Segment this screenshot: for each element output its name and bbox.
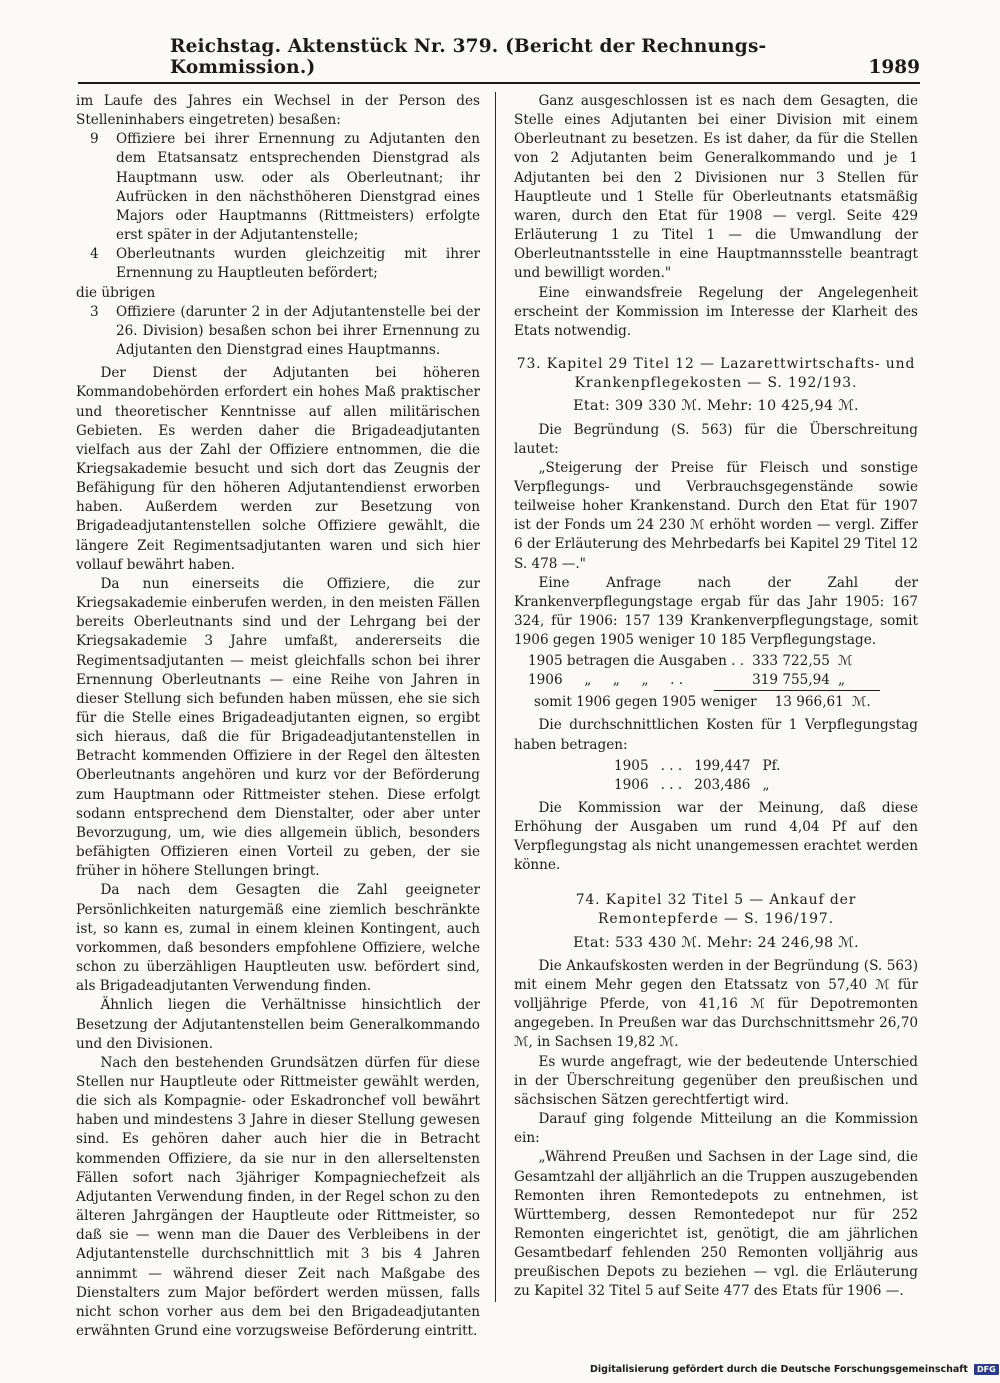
cost-dots: . . . — [660, 776, 683, 793]
table-row — [524, 693, 875, 712]
list-text: Oberleutnants wurden gleichzeitig mit ihrer Ernennung zu Hauptleuten befördert; — [116, 246, 480, 282]
list-text: Offiziere bei ihrer Ernennung zu Adjutanten den dem Etatsansatz entsprechenden Dienstgrad als Hauptmann usw. oder als Oberleutnant; ihr Aufrücken in den nächsthöheren Dienstgrad eines Majors oder Hauptmanns (Rittmeisters) erfolgte erst später in der Adjutantenstelle; — [116, 131, 480, 244]
page-header — [78, 36, 920, 84]
row-label: 1905 betragen die Ausgaben . . — [528, 653, 745, 670]
paragraph: Die Begründung (S. 563) für die Überschreitung lautet: — [514, 421, 918, 457]
list-number: 4 — [90, 246, 99, 263]
sum-amount: 13 966,61 — [774, 694, 844, 711]
list-number: 3 — [90, 303, 99, 320]
cost-year: 1906 — [614, 776, 649, 793]
digitization-footer — [590, 1364, 999, 1375]
list-number: 9 — [90, 131, 99, 148]
cost-value: 203,486 — [694, 776, 751, 793]
paragraph: Die Ankaufskosten werden in der Begründung (S. 563) mit einem Mehr gegen den Etatssatz von 57,40 ℳ für volljährige Pferde, von 41,16 ℳ für Depotremonten angegeben. In Preußen war das Durchschnittsmehr 26,70 ℳ, in Sachsen 19,82 ℳ. — [514, 957, 918, 1051]
paragraph: Ganz ausgeschlossen ist es nach dem Gesagten, die Stelle eines Adjutanten bei einer Division mit einem Oberleutnant zu besetzen. Es ist daher, da für die Stellen von 2 Adjutanten beim Generalkommando und je 1 Adjutanten bei den 2 Divisionen nur 3 Stellen für Hauptleute und 1 Stelle für Oberleutnants etatsmäßig waren, durch den Etat für 1908 — vergl. Seite 429 Erläuterung 1 zu Titel 1 — die Umwandlung der Oberleutnantsstelle in eine Hauptmannsstelle beantragt und bewilligt worden." — [514, 93, 918, 282]
row-unit: ℳ — [837, 653, 853, 670]
dfg-logo: DFG — [974, 1364, 999, 1375]
right-column — [514, 92, 918, 1302]
sum-unit: ℳ. — [851, 694, 871, 711]
row-label: 1906 „ „ „ . . — [528, 672, 684, 689]
sum-rule — [714, 690, 880, 691]
paragraph: Da nun einerseits die Offiziere, die zur Kriegsakademie einberufen werden, in den meisten Fällen bereits Oberleutnants sind und der Lehrgang bei der Kriegsakademie 3 Jahre umfaßt, andererseits die Regimentsadjutanten — meist gleichfalls schon bei ihrer Ernennung Oberleutnants — eine Reihe von Jahren in dieser Stellung sich befunden haben müssen, ehe sie sich für die Stelle eines Brigadeadjutanten eignen, so ergibt sich hieraus, daß die für Brigadeadjutantenstellen in Betracht kommenden Offiziere in der Regel den ältesten Oberleutnants angehören und kurz vor der Beförderung zum Hauptmann oder Rittmeister stehen. Diese erfolgt sodann entsprechend dem Dienstalter, oder aber unter Bevorzugung, um, wie dies allgemein üblich, besonders befähigten Offizieren einen Vorteil zu geben, der sie früher in höhere Stellungen bringt. — [76, 575, 480, 880]
paragraph: Darauf ging folgende Mitteilung an die Kommission ein: — [514, 1111, 918, 1147]
section-heading-73: 73. Kapitel 29 Titel 12 — Lazarettwirtschafts- und Krankenpflegekosten — S. 192/193. — [516, 356, 916, 392]
die-uebrigen-label: die übrigen — [76, 284, 156, 301]
section-heading-74: 74. Kapitel 32 Titel 5 — Ankauf der Remontepferde — S. 196/197. — [575, 892, 857, 928]
running-title: Reichstag. Aktenstück Nr. 379. (Bericht der Rechnungs-Kommission.) — [170, 36, 767, 78]
paragraph: Die durchschnittlichen Kosten für 1 Verpflegungstag haben betragen: — [514, 717, 918, 753]
row-unit: „ — [837, 672, 845, 689]
column-divider — [495, 92, 496, 1302]
sum-label: somit 1906 gegen 1905 weniger — [534, 694, 757, 711]
paragraph: Ähnlich liegen die Verhältnisse hinsichtlich der Besetzung der Adjutantenstellen beim Generalkommando und den Divisionen. — [76, 997, 480, 1052]
etat-line-73: Etat: 309 330 ℳ. Mehr: 10 425,94 ℳ. — [573, 398, 859, 415]
cost-table — [608, 757, 786, 795]
row-amount: 319 755,94 — [752, 672, 830, 689]
list-item — [76, 130, 480, 245]
list-item — [76, 245, 480, 283]
table-row — [524, 652, 857, 671]
list-text: Offiziere (darunter 2 in der Adjutantenstelle bei der 26. Division) besaßen schon bei ihrer Ernennung zu Adjutanten den Dienstgrad eines Hauptmanns. — [116, 303, 480, 359]
row-amount: 333 722,55 — [752, 653, 830, 670]
page-number: 1989 — [868, 57, 920, 78]
paragraph: Eine einwandsfreie Regelung der Angelegenheit erscheint der Kommission im Interesse der Klarheit des Etats notwendig. — [514, 284, 918, 339]
cost-year: 1905 — [614, 757, 649, 774]
cost-value: 199,447 — [694, 757, 751, 774]
paragraph: Der Dienst der Adjutanten bei höheren Kommandobehörden erfordert ein hohes Maß praktischer und theoretischer Kenntnisse auf allen militärischen Gebieten. Es werden daher die Brigadeadjutanten vielfach aus der Zahl der Offiziere entnommen, die die Kriegsakademie besucht und sich dort das Zeugnis der Befähigung für den höheren Adjutantendienst erworben haben. Außerdem werden zur Besetzung von Brigadeadjutantenstellen solche Offiziere gewählt, die längere Zeit Regimentsadjutanten waren und sich hier vollauf bewährt haben. — [76, 365, 480, 573]
footer-text: Digitalisierung gefördert durch die Deutsche Forschungsgemeinschaft — [590, 1364, 968, 1375]
expenditure-table — [524, 652, 857, 690]
table-row — [524, 671, 857, 690]
paragraph: Eine Anfrage nach der Zahl der Krankenverpflegungstage ergab für das Jahr 1905: 167 324, für 1906: 157 139 Krankenverpflegungstage, somit 1906 gegen 1905 weniger 10 185 Verpflegungstage. — [514, 574, 918, 649]
cost-unit: Pf. — [762, 757, 781, 774]
list-item — [76, 303, 480, 360]
table-row — [608, 757, 786, 776]
cost-dots: . . . — [660, 757, 683, 774]
paragraph: Nach den bestehenden Grundsätzen dürfen für diese Stellen nur Hauptleute oder Rittmeister gewählt werden, die sich als Kompagnie- oder Eskadronchef voll bewährt haben und mindestens 3 Jahre in dieser Stellung gewesen sind. Es gehören daher auch hier die in Betracht kommenden Offiziere, da sie nur in den allerseltensten Fällen sofort nach 3jähriger Kompagniechefzeit als Adjutanten Verwendung finden, in der Regel schon zu den älteren Jahrgängen der Hauptleute oder Rittmeister, so daß sie — wenn man die Dauer des Verbleibens in der Adjutantenstelle durchschnittlich mit 3 bis 4 Jahren annimmt — während dieser Zeit nach Maßgabe des Dienstalters zum Major befördert werden müssen, falls nicht schon vorher aus dem bei den Brigadeadjutanten erwähnten Grund eine vorzugsweise Beförderung eintritt. — [76, 1054, 480, 1339]
quote: „Steigerung der Preise für Fleisch und sonstige Verpflegungs- und Verbrauchsgegenstände sowie teilweise hoher Krankenstand. Durch den Etat für 1907 ist der Fonds um 24 230 ℳ erhöht worden — vergl. Ziffer 6 der Erläuterung des Mehrbedarfs bei Kapitel 29 Titel 12 S. 478 —." — [514, 459, 918, 572]
etat-line-74: Etat: 533 430 ℳ. Mehr: 24 246,98 ℳ. — [573, 934, 859, 951]
cost-unit: „ — [762, 776, 770, 793]
quote: „Während Preußen und Sachsen in der Lage sind, die Gesamtzahl der alljährlich an die Truppen auszugebenden Remonten ihren Remontedepots zu entnehmen, ist Württemberg, dessen Remontedepot nur für 252 Remonten eingerichtet ist, genötigt, die am jährlichen Gesamtbedarf fehlenden 250 Remonten volljährig aus preußischen Depots zu beziehen — vgl. die Erläuterung zu Kapitel 32 Titel 5 auf Seite 477 des Etats für 1906 —. — [514, 1149, 918, 1300]
intro-text: im Laufe des Jahres ein Wechsel in der Person des Stelleninhabers eingetreten) besaßen: — [76, 93, 480, 129]
paragraph: Es wurde angefragt, wie der bedeutende Unterschied in der Überschreitung gegenüber den preußischen und sächsischen Sätzen gerechtfertigt wird. — [514, 1053, 918, 1108]
left-column — [76, 92, 480, 1341]
sum-table — [524, 693, 875, 712]
paragraph: Da nach dem Gesagten die Zahl geeigneter Persönlichkeiten naturgemäß eine ziemlich beschränkte ist, so kann es, zumal in einem kleinen Kontingent, auch vorkommen, daß besonders empfohlene Offiziere, welche schon zu überzähligen Hauptleuten usw. befördert sind, als Brigadeadjutanten Verwendung finden. — [76, 882, 480, 995]
paragraph: Die Kommission war der Meinung, daß diese Erhöhung der Ausgaben um rund 4,04 Pf auf den Verpflegungstag als nicht unangemessen erachtet werden könne. — [514, 799, 918, 874]
table-row — [608, 776, 786, 795]
